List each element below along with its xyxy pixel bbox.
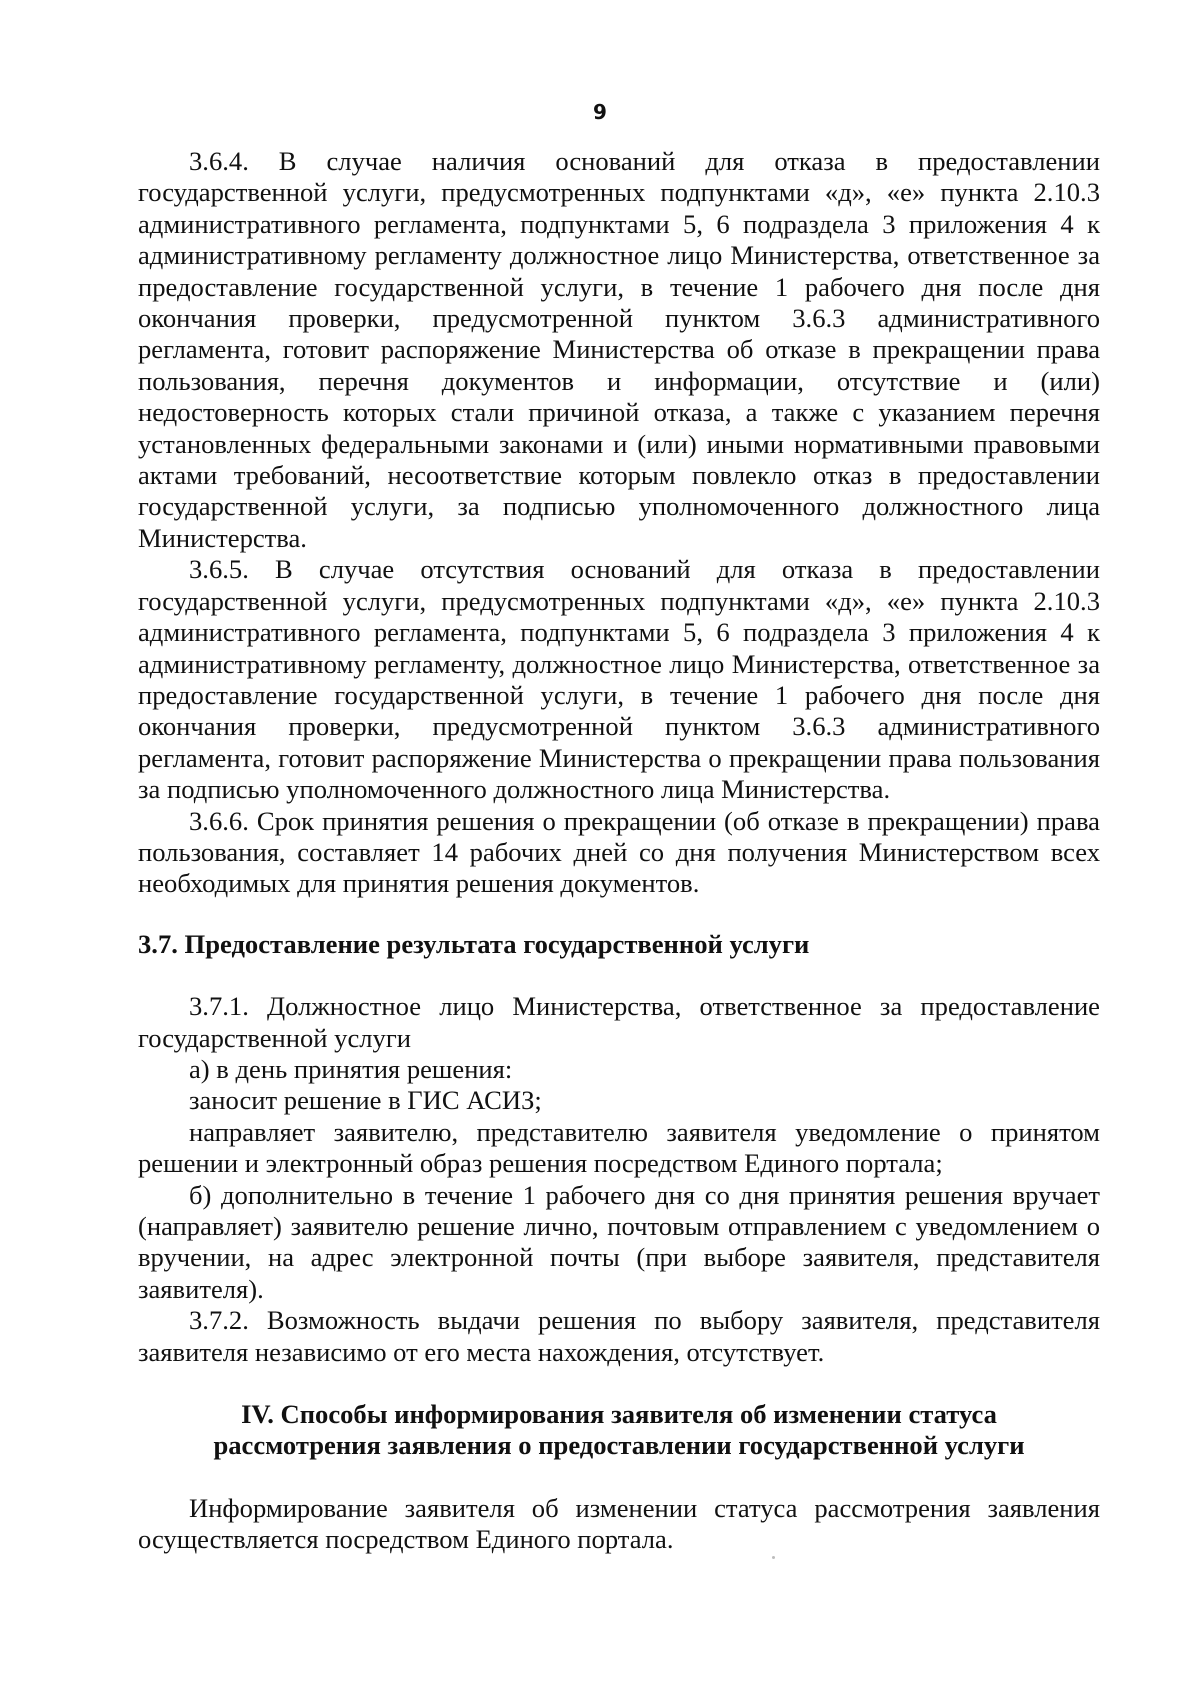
paragraph-3-7-1-a-2: направляет заявителю, представителю заявителя уведомление о принятом решении и электронный образ решения посредством Единого портала; bbox=[138, 1116, 1100, 1179]
paragraph-3-7-1-b: б) дополнительно в течение 1 рабочего дня со дня принятия решения вручает (направляет) заявителю решение лично, почтовым отправлением с уведомлением о вручении, на адрес электронной почты (при выборе заявителя, представителя заявителя). bbox=[138, 1179, 1100, 1304]
paragraph-3-7-1-a-1: заносит решение в ГИС АСИЗ; bbox=[189, 1085, 542, 1116]
section-heading-iv bbox=[138, 1399, 1100, 1462]
page-number: 9 bbox=[593, 100, 607, 124]
document-body bbox=[138, 146, 1100, 1556]
paragraph-3-6-4: 3.6.4. В случае наличия оснований для отказа в предоставлении государственной услуги, предусмотренных подпунктами «д», «е» пункта 2.10.3 административного регламента, подпунктами 5, 6 подраздела 3 приложения 4 к административному регламенту должностное лицо Министерства, ответственное за предоставление государственной услуги, в течение 1 рабочего дня после дня окончания проверки, предусмотренной пунктом 3.6.3 административного регламента, готовит распоряжение Министерства об отказе в прекращении права пользования, перечня документов и информации, отсутствие и (или) недостоверность которых стали причиной отказа, а также с указанием перечня установленных федеральными законами и (или) иными нормативными правовыми актами требований, несоответствие которым повлекло отказ в предоставлении государственной услуги, за подписью уполномоченного должностного лица Министерства. bbox=[138, 146, 1100, 553]
paragraph-iv: Информирование заявителя об изменении статуса рассмотрения заявления осуществляется посредством Единого портала. bbox=[138, 1492, 1100, 1555]
paragraph-3-7-2: 3.7.2. Возможность выдачи решения по выбору заявителя, представителя заявителя независимо от его места нахождения, отсутствует. bbox=[138, 1305, 1100, 1367]
scan-speck bbox=[772, 1556, 775, 1559]
section-heading-iv-line-1: IV. Способы информирования заявителя об изменении статуса bbox=[241, 1399, 997, 1430]
section-heading-3-7: 3.7. Предоставление результата государственной услуги bbox=[138, 928, 810, 959]
paragraph-3-6-5: 3.6.5. В случае отсутствия оснований для отказа в предоставлении государственной услуги, предусмотренных подпунктами «д», «е» пункта 2.10.3 административного регламента, подпунктами 5, 6 подраздела 3 приложения 4 к административному регламенту, должностное лицо Министерства, ответственное за предоставление государственной услуги, в течение 1 рабочего дня после дня окончания проверки, предусмотренной пунктом 3.6.3 административного регламента, готовит распоряжение Министерства о прекращении права пользования за подписью уполномоченного должностного лица Министерства. bbox=[138, 554, 1100, 805]
section-heading-iv-line-2: рассмотрения заявления о предоставлении государственной услуги bbox=[213, 1430, 1025, 1461]
paragraph-3-7-1-a: а) в день принятия решения: bbox=[189, 1053, 513, 1084]
paragraph-3-7-1: 3.7.1. Должностное лицо Министерства, ответственное за предоставление государственной услуги bbox=[138, 991, 1100, 1053]
paragraph-3-6-6: 3.6.6. Срок принятия решения о прекращении (об отказе в прекращении) права пользования, составляет 14 рабочих дней со дня получения Министерством всех необходимых для принятия решения документов. bbox=[138, 805, 1100, 899]
